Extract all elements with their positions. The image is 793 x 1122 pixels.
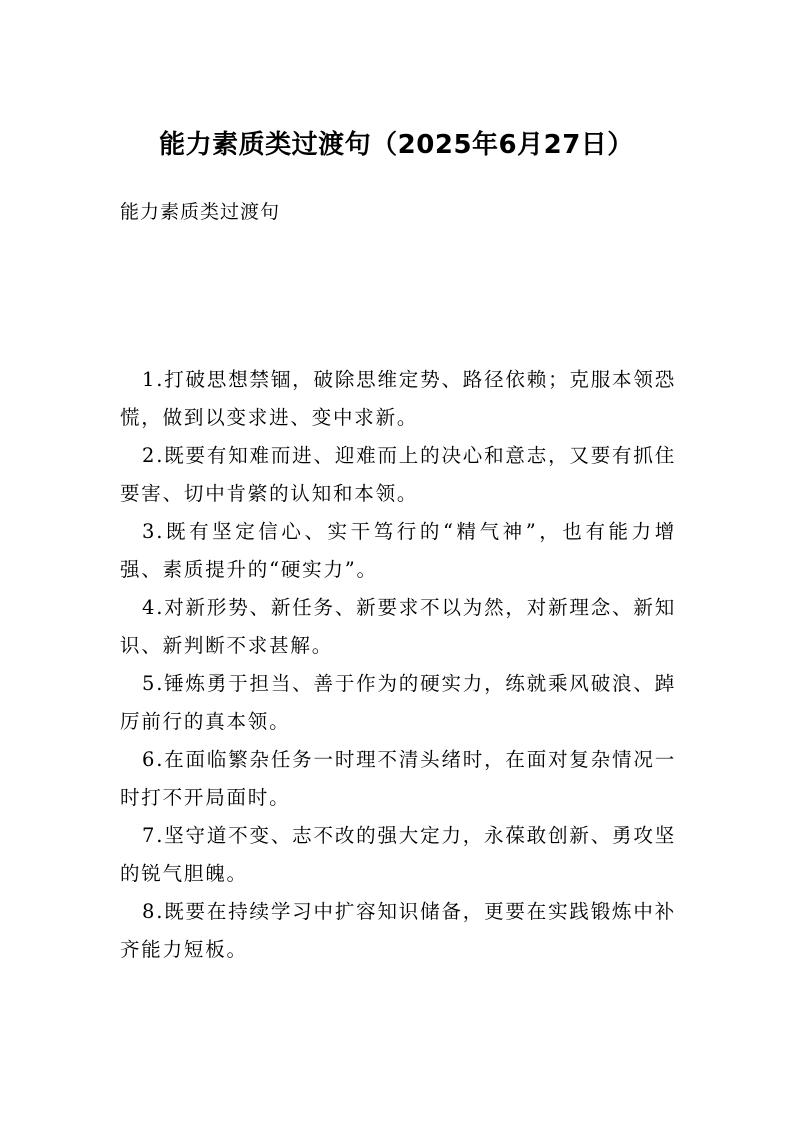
- document-title: 能力素质类过渡句（2025年6月27日）: [159, 130, 634, 160]
- list-item: 2.既要有知难而进、迎难而上的决心和意志，又要有抓住要害、切中肯綮的认知和本领。: [120, 444, 676, 505]
- list-item: 1.打破思想禁锢，破除思维定势、路径依赖；克服本领恐慌，做到以变求进、变中求新。: [120, 368, 676, 429]
- list-item: 4.对新形势、新任务、新要求不以为然，对新理念、新知识、新判断不求甚解。: [120, 596, 676, 657]
- document-subtitle: 能力素质类过渡句: [120, 201, 281, 223]
- list-item: 5.锤炼勇于担当、善于作为的硬实力，练就乘风破浪、踔厉前行的真本领。: [120, 672, 676, 733]
- list-item: 8.既要在持续学习中扩容知识储备，更要在实践锻炼中补齐能力短板。: [120, 900, 676, 961]
- list-item: 3.既有坚定信心、实干笃行的“精气神”，也有能力增强、素质提升的“硬实力”。: [120, 520, 676, 581]
- list-item: 6.在面临繁杂任务一时理不清头绪时，在面对复杂情况一时打不开局面时。: [120, 748, 676, 809]
- transition-sentence-list: [120, 361, 676, 969]
- list-item: 7.坚守道不变、志不改的强大定力，永葆敢创新、勇攻坚的锐气胆魄。: [120, 824, 676, 885]
